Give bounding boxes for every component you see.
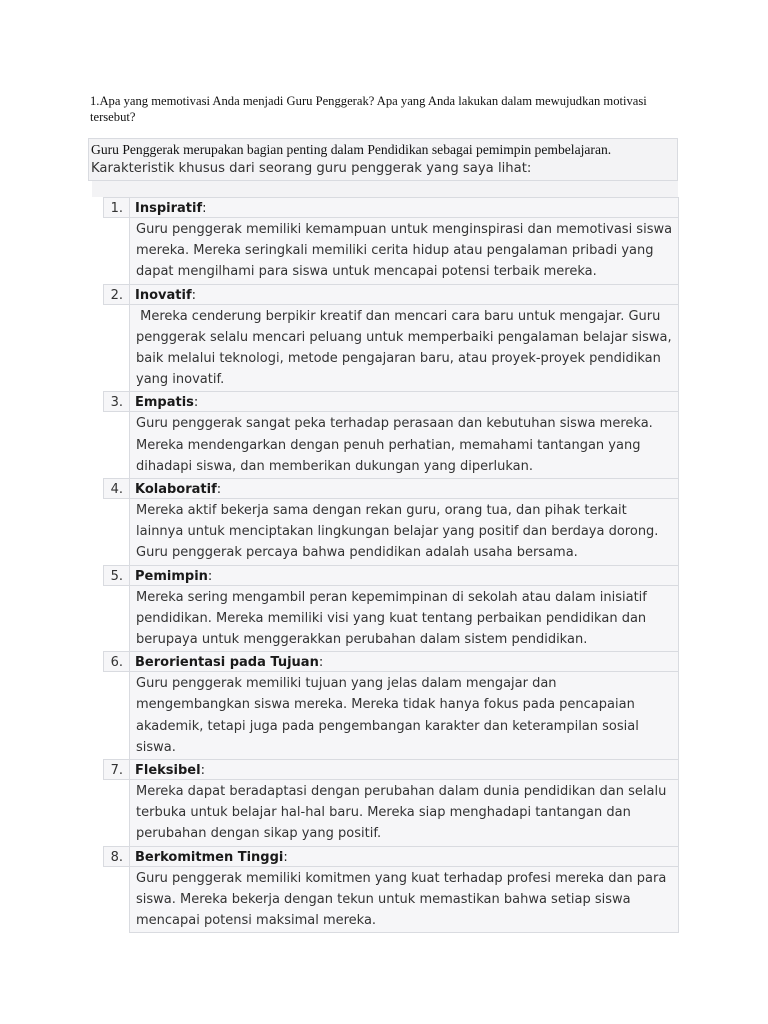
list-item-colon: : [191,287,196,303]
description-line: Guru penggerak sangat peka terhadap perasaan dan kebutuhan siswa mereka. [136,416,653,432]
description-line: penggerak selalu mencari peluang untuk memperbaiki pengalaman belajar siswa, [136,329,672,345]
list-item-title-cell [130,652,323,671]
description-line: dapat mengilhami para siswa untuk mencapai potensi terbaik mereka. [136,264,597,280]
description-line: dihadapi siswa, dan memberikan dukungan yang diperlukan. [136,458,533,474]
list-item-title-cell [130,847,288,866]
list-item-title: Empatis [135,395,194,411]
list-item-number: 2. [104,285,130,304]
description-line: mengembangkan siswa mereka. Mereka tidak hanya fokus pada pencapaian [136,697,635,713]
list-item-description [129,672,679,760]
list-item-number: 5. [104,566,130,585]
question-text: 1.Apa yang memotivasi Anda menjadi Guru Penggerak? Apa yang Anda lakukan dalam mewujudkan motivasi tersebut? [90,94,647,124]
list-item-description [129,867,679,934]
list-item-title: Fleksibel [135,763,201,779]
description-line: siswa. Mereka bekerja dengan tekun untuk memastikan bahwa setiap siswa [136,891,631,907]
list-item-number: 3. [104,392,130,411]
description-line: Mereka dapat beradaptasi dengan perubahan dalam dunia pendidikan dan selalu [136,784,667,800]
list-item-number: 7. [104,760,130,779]
description-line: mencapai potensi maksimal mereka. [136,913,377,929]
list-item-header [103,391,679,412]
description-line: terbuka untuk belajar hal-hal baru. Mereka siap menghadapi tantangan dan [136,805,631,821]
list-item-colon: : [207,568,213,584]
description-line: Mereka aktif bekerja sama dengan rekan guru, orang tua, dan pihak terkait [136,503,627,519]
list-item-description [129,499,679,566]
description-line: lainnya untuk menciptakan lingkungan belajar yang positif dan berdaya dorong. [136,524,659,540]
intro-block [88,138,678,181]
intro-line-2: Karakteristik khusus dari seorang guru penggerak yang saya lihat: [91,161,532,176]
list-item-number: 6. [104,652,130,671]
list-item-description [129,412,679,479]
list-item-title-cell [130,566,212,585]
blank-row [92,181,678,197]
list-item-colon: : [202,201,207,216]
description-line: baik melalui teknologi, metode pengajaran baru, atau proyek-proyek pendidikan [136,351,661,367]
description-line: Mereka sering mengambil peran kepemimpinan di sekolah atau dalam inisiatif [136,589,647,605]
list-item-number: 4. [104,479,130,498]
list-item-title-cell [130,285,196,304]
description-line: Guru penggerak memiliki kemampuan untuk menginspirasi dan memotivasi siswa [136,222,673,237]
list-item-header [103,478,679,499]
list-item-title: Inovatif [135,287,192,303]
description-line: Mereka cenderung berpikir kreatif dan mencari cara baru untuk mengajar. Guru [136,308,661,324]
list-item-title: Kolaboratif [135,482,217,498]
list-item-header [103,651,679,672]
list-item-header [103,197,679,218]
list-item-header [103,759,679,780]
characteristics-list [103,198,679,933]
list-item-title: Berkomitmen Tinggi [135,849,284,865]
list-item-title: Pemimpin [135,568,208,584]
intro-line-1: Guru Penggerak merupakan bagian penting dalam Pendidikan sebagai pemimpin pembelajaran. [91,142,612,157]
list-item-description [129,218,679,285]
list-item-number: 1. [104,198,130,217]
list-item-title-cell [130,479,221,498]
list-item-colon: : [318,655,324,671]
description-line: Guru penggerak memiliki tujuan yang jelas dalam mengajar dan [136,676,557,692]
description-line: siswa. [136,739,176,755]
description-line: akademik, tetapi juga pada pengembangan karakter dan keterampilan sosial [136,718,639,734]
list-item-title: Inspiratif [135,201,203,216]
description-line: pendidikan. Mereka memiliki visi yang kuat tentang perbaikan pendidikan dan [136,610,647,626]
description-line: Mereka mendengarkan dengan penuh perhatian, memahami tantangan yang [136,437,641,453]
list-item-title-cell [130,392,198,411]
list-item-colon: : [193,395,199,411]
list-item-header [103,846,679,867]
list-item-title-cell [130,198,207,217]
list-item-title: Berorientasi pada Tujuan [135,655,319,671]
list-item-colon: : [283,849,288,865]
list-item-description [129,780,679,847]
list-item-title-cell [130,760,205,779]
list-item-description [129,586,679,653]
list-item-number: 8. [104,847,130,866]
description-line: perubahan dengan sikap yang positif. [136,826,382,842]
description-line: mereka. Mereka seringkali memiliki cerita hidup atau pengalaman pribadi yang [136,243,654,259]
list-item-colon: : [200,763,205,779]
list-item-header [103,565,679,586]
list-item-description [129,305,679,393]
list-item-header [103,284,679,305]
description-line: Guru penggerak memiliki komitmen yang kuat terhadap profesi mereka dan para [136,870,667,886]
description-line: Guru penggerak percaya bahwa pendidikan adalah usaha bersama. [136,545,578,561]
description-line: yang inovatif. [136,372,225,388]
description-line: berupaya untuk menggerakkan perubahan dalam sistem pendidikan. [136,632,588,648]
list-item-colon: : [216,482,222,498]
